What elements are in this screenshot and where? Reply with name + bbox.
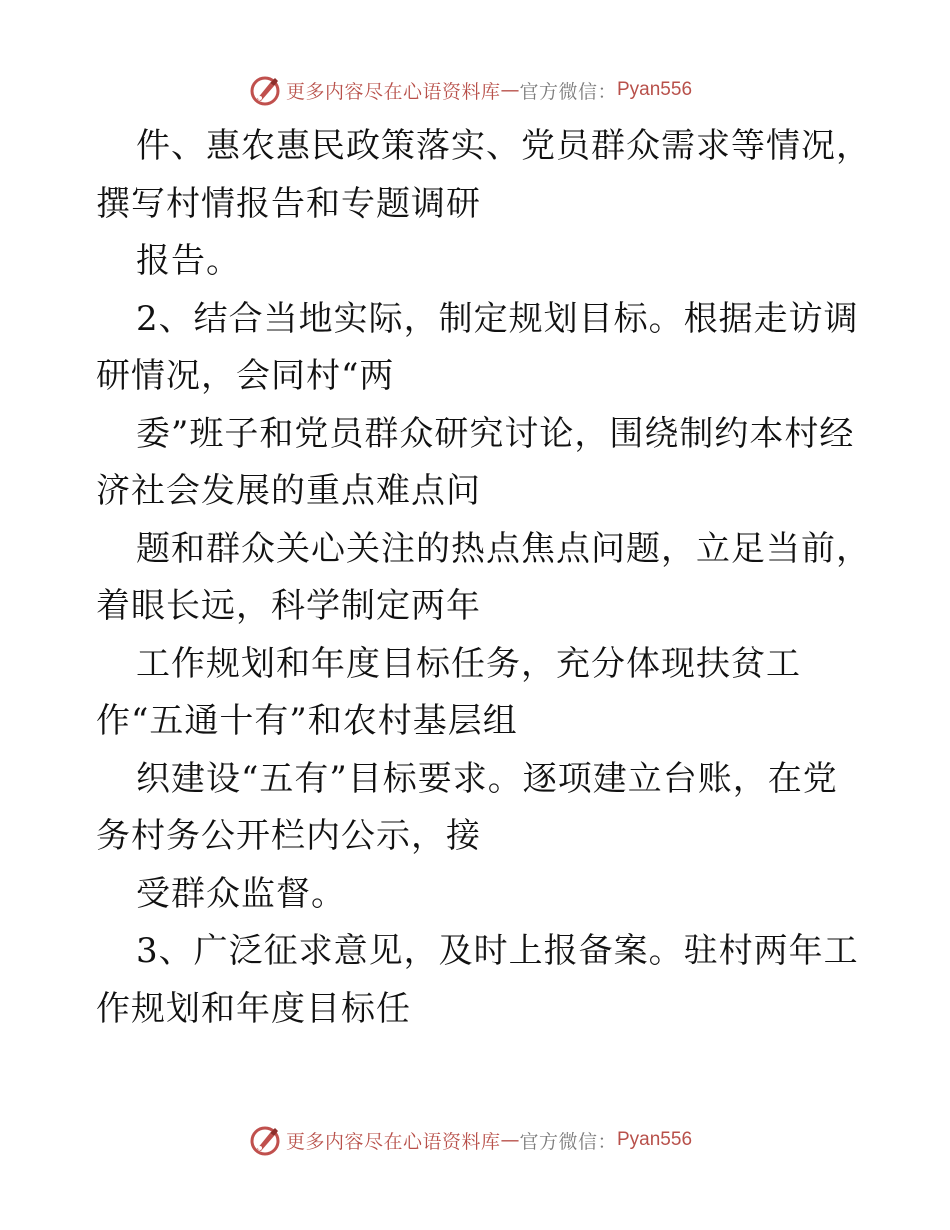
- pen-logo-icon: [248, 1123, 282, 1157]
- footer-dash: —: [500, 1129, 520, 1151]
- paragraph-line: 作规划和年度目标任: [96, 988, 411, 1029]
- header-official-text: 官方微信：: [519, 80, 617, 103]
- header-brand-text: 更多内容尽在心语资料库: [285, 80, 501, 103]
- paragraph-line: 受群众监督。: [136, 873, 346, 914]
- paragraph-line: 研情况，会同村“两: [96, 356, 395, 396]
- footer-banner-inner: [248, 1123, 692, 1157]
- footer-banner: [0, 1120, 950, 1160]
- paragraph-line: 作“五通十有”和农村基层组: [96, 701, 518, 741]
- paragraph-line: 工作规划和年度目标任务，充分体现扶贫工: [136, 643, 801, 684]
- pen-logo-icon: [248, 73, 282, 107]
- paragraph-line: 委”班子和党员群众研究讨论，围绕制约本村经: [136, 413, 855, 454]
- header-wechat-id: Pyan556: [617, 79, 693, 100]
- paragraph-line: 3、广泛征求意见，及时上报备案。驻村两年工: [136, 931, 859, 971]
- paragraph-line: 2、结合当地实际，制定规划目标。根据走访调: [136, 298, 859, 339]
- paragraph-line: 撰写村情报告和专题调研: [96, 183, 481, 224]
- footer-brand-text: 更多内容尽在心语资料库: [285, 1130, 501, 1153]
- header-banner-inner: [248, 73, 692, 107]
- header-banner: [0, 70, 950, 110]
- paragraph-line: 织建设“五有”目标要求。逐项建立台账，在党: [136, 758, 838, 799]
- document-body: [96, 118, 871, 1038]
- paragraph-line: 报告。: [136, 241, 241, 281]
- footer-wechat-id: Pyan556: [617, 1129, 693, 1150]
- paragraph-line: 着眼长远，科学制定两年: [96, 586, 481, 626]
- header-dash: —: [500, 79, 520, 101]
- paragraph-line: 务村务公开栏内公示，接: [96, 816, 481, 856]
- paragraph-line: 济社会发展的重点难点问: [96, 471, 481, 511]
- paragraph-line: 题和群众关心关注的热点焦点问题，立足当前，: [136, 528, 871, 569]
- paragraph-line: 件、惠农惠民政策落实、党员群众需求等情况，: [136, 126, 871, 166]
- footer-official-text: 官方微信：: [519, 1130, 617, 1153]
